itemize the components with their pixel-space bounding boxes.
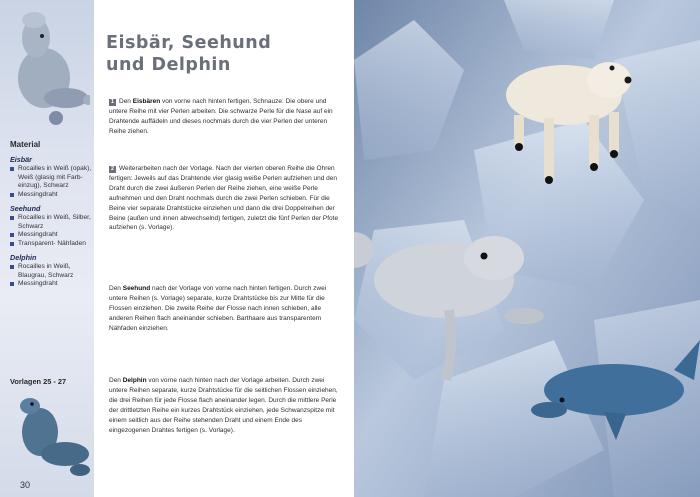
step-number: 2 bbox=[110, 166, 115, 172]
title-line-2: und Delphin bbox=[106, 55, 231, 75]
paragraph-text: von vorne nach hinten fertigen. Schnauze: Die obere und untere Reihe mit vier Perlen arbeiten. Die schwarze Perle für die Nase auf ein Drahtende auffädeln und dieses nochmals durch die vier Perlen der unteren Reihe ziehen. bbox=[109, 98, 333, 135]
materials-item: Messingdraht bbox=[10, 191, 92, 200]
paragraph-polar-bear bbox=[109, 97, 343, 137]
materials-item: Rocailles in Weiß, Blaugrau, Schwarz bbox=[10, 263, 92, 280]
materials-item: Messingdraht bbox=[10, 231, 92, 240]
paragraph-text: Weiterarbeiten nach der Vorlage. Nach der vierten oberen Reihe die Ohren fertigen: Jeweils auf das Drahtende vier glasig weiße Perlen aufziehen und den Draht durch die zwei äußeren Perlen der Reihe ziehen, eine weiße Perle aufnehmen und den Draht nochmals durch die zwei Perlen schieben. Für die Beine vier separate Drahtstücke einziehen und dann die drei Doppelreihen der Beine (außen und innen abwechselnd) fertigen, zuletzt die fünf Perlen der Pfote aufziehen (s. Vorlage). bbox=[109, 165, 339, 232]
title-line-1: Eisbär, Seehund bbox=[106, 33, 272, 53]
paragraph-text: Den bbox=[109, 377, 123, 384]
materials-item: Rocailles in Weiß, Silber, Schwarz bbox=[10, 214, 92, 231]
text-column bbox=[94, 0, 354, 497]
materials-item: Transparent- Nähfaden bbox=[10, 240, 92, 249]
paragraph-dolphin bbox=[109, 376, 343, 435]
materials-group-title: Seehund bbox=[10, 203, 41, 213]
paragraph-text: nach der Vorlage von vorne nach hinten fertigen. Durch zwei untere Reihen (s. Vorlage) separate, kurze Drahtstücke bis zur Mitte für die Flossen einziehen. Die zweite Reihe der Flosse nach innen schieben, alle anderen Reihen flach aneinander schieben. Barthaare aus transparentem Nähfaden einziehen. bbox=[109, 285, 327, 332]
paragraph-bold: Delphin bbox=[122, 377, 147, 384]
materials-sidebar bbox=[0, 0, 94, 497]
materials-group-title: Eisbär bbox=[10, 154, 32, 164]
step-number: 1 bbox=[110, 99, 115, 105]
paragraph-text: Den bbox=[109, 285, 123, 292]
photo-illustration bbox=[354, 0, 700, 497]
paragraph-seal bbox=[109, 284, 343, 334]
materials-group-title: Delphin bbox=[10, 252, 37, 262]
templates-reference: Vorlagen 25 - 27 bbox=[10, 377, 67, 386]
page-number: 30 bbox=[20, 480, 31, 490]
paragraph-text: von vorne nach hinten nach der Vorlage arbeiten. Durch zwei untere Reihen separate, kurze Drahtstücke für die seitlichen Flossen einziehen, die drei Reihen für jede Flosse flach aneinander legen. Durch die mittlere Perle der drittletzten Reihe ein kurzes Drahtstück einziehen, jede Schwanzspitze mit einem seitlich aus der Reihe stehenden Draht und einem Ende des eingezogenen Drahtes fertigen (s. Vorlage). bbox=[109, 377, 338, 434]
materials-item: Messingdraht bbox=[10, 280, 92, 289]
beaded-animals-photo bbox=[354, 0, 700, 497]
beaded-seal-image bbox=[4, 8, 90, 128]
materials-heading: Material bbox=[10, 140, 41, 149]
materials-item: Rocailles in Weiß (opak), Weiß (glasig mit Farb- einzug), Schwarz bbox=[10, 165, 92, 191]
paragraph-bold: Seehund bbox=[122, 285, 151, 292]
page-title bbox=[106, 32, 346, 76]
beaded-seal-small-image bbox=[10, 392, 92, 482]
paragraph-bold: Eisbären bbox=[132, 98, 161, 105]
paragraph-text: Den bbox=[119, 98, 133, 105]
paragraph-polar-bear-2 bbox=[109, 164, 343, 233]
materials-list bbox=[10, 141, 92, 289]
